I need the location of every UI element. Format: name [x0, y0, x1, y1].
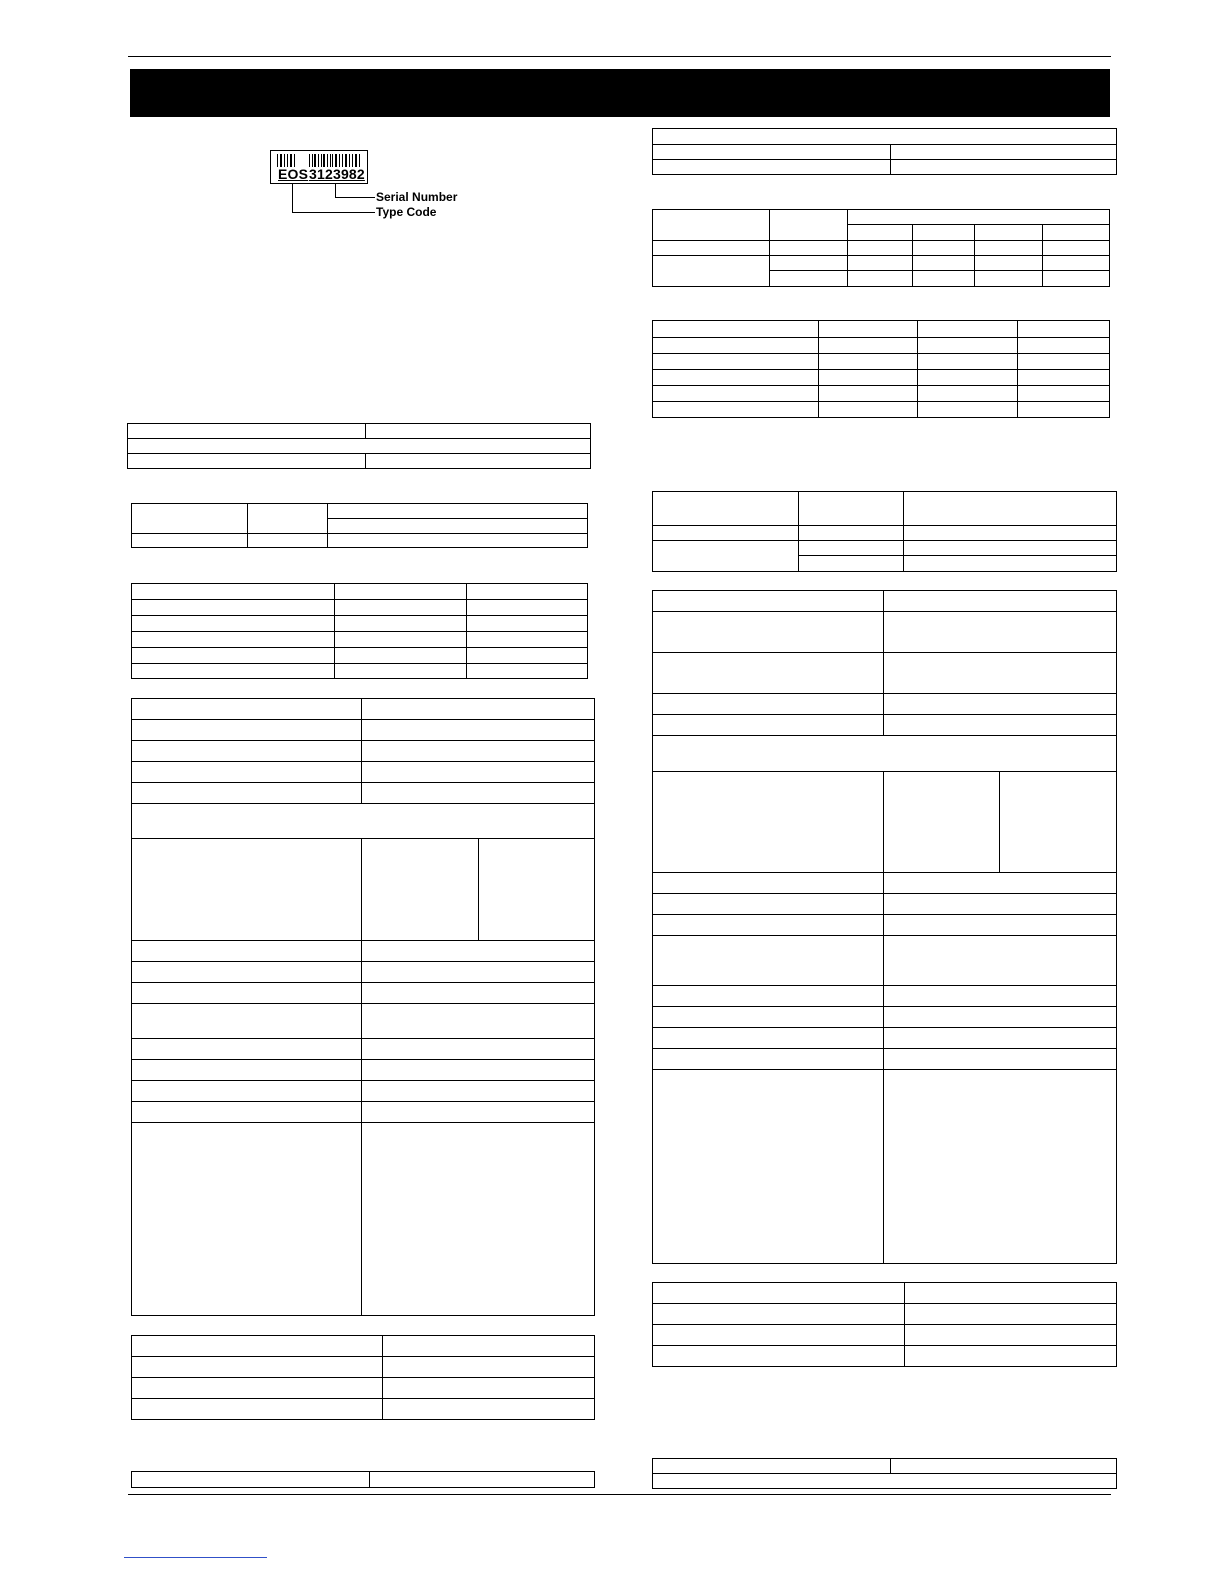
table-cell: [335, 632, 467, 648]
table-cell: [884, 894, 1117, 915]
table-cell: [884, 986, 1117, 1007]
table-cell: [904, 556, 1117, 572]
table-cell: [132, 783, 362, 804]
table-cell: [362, 783, 595, 804]
table-cell: [653, 321, 819, 338]
bottom-rule: [128, 1494, 1111, 1495]
table-cell: [653, 1070, 884, 1264]
table-cell: [132, 762, 362, 783]
table-cell: [132, 1060, 362, 1081]
table-cell: [132, 983, 362, 1004]
table-cell: [884, 612, 1117, 653]
table-cell: [383, 1378, 595, 1399]
table-cell: [132, 1081, 362, 1102]
table-cell: [884, 915, 1117, 936]
table-cell: [884, 715, 1117, 736]
table-cell: [653, 591, 884, 612]
table-cell: [884, 873, 1117, 894]
table-cell: [1000, 772, 1117, 873]
table-cell: [653, 736, 1117, 772]
table-cell: [905, 1325, 1117, 1346]
serial-number-text: 3123982: [309, 166, 365, 182]
table-cell: [1018, 338, 1110, 354]
table-cell: [132, 1102, 362, 1123]
table-cell: [362, 762, 595, 783]
table-r7: [652, 1458, 1117, 1489]
table-cell: [128, 454, 366, 469]
table-r1: [652, 128, 1117, 175]
table-cell: [653, 241, 770, 256]
table-cell: [884, 1049, 1117, 1070]
table-cell: [362, 1081, 595, 1102]
table-cell: [975, 225, 1043, 241]
table-cell: [653, 772, 884, 873]
table-cell: [918, 354, 1018, 370]
table-cell: [132, 699, 362, 720]
table-cell: [362, 699, 595, 720]
table-r4: [652, 491, 1117, 572]
table-cell: [799, 556, 904, 572]
table-cell: [819, 338, 918, 354]
table-cell: [366, 424, 591, 439]
table-cell: [467, 648, 588, 664]
table-cell: [904, 492, 1117, 526]
table-cell: [328, 534, 588, 548]
table-cell: [467, 616, 588, 632]
table-cell: [366, 454, 591, 469]
table-cell: [132, 804, 595, 839]
table-cell: [653, 386, 819, 402]
table-cell: [819, 354, 918, 370]
table-cell: [653, 492, 799, 526]
table-cell: [467, 664, 588, 679]
table-cell: [362, 839, 479, 941]
table-cell: [335, 584, 467, 600]
table-cell: [975, 241, 1043, 256]
table-cell: [132, 839, 362, 941]
table-r5: [652, 590, 1117, 1264]
table-cell: [132, 962, 362, 983]
table-cell: [362, 1060, 595, 1081]
table-cell: [653, 402, 819, 418]
table-cell: [362, 1123, 595, 1316]
table-cell: [1018, 354, 1110, 370]
table-cell: [884, 653, 1117, 694]
table-cell: [467, 632, 588, 648]
table-cell: [918, 338, 1018, 354]
table-cell: [132, 584, 335, 600]
table-cell: [132, 616, 335, 632]
table-cell: [653, 129, 1117, 145]
table-cell: [128, 439, 591, 454]
table-l6: [131, 1471, 595, 1488]
table-cell: [1043, 256, 1110, 271]
table-cell: [362, 1004, 595, 1039]
table-l4: [131, 698, 595, 1316]
table-cell: [653, 526, 799, 541]
table-cell: [904, 541, 1117, 556]
footer-link-underline[interactable]: [124, 1557, 267, 1558]
table-cell: [918, 370, 1018, 386]
table-cell: [918, 386, 1018, 402]
table-cell: [975, 271, 1043, 287]
table-cell: [132, 534, 248, 548]
table-cell: [1018, 370, 1110, 386]
table-cell: [884, 1028, 1117, 1049]
serial-callout-horizontal: [335, 197, 375, 198]
table-cell: [653, 694, 884, 715]
table-cell: [335, 664, 467, 679]
type-code-text: EOS: [278, 166, 309, 182]
table-cell: [653, 1007, 884, 1028]
table-cell: [653, 1028, 884, 1049]
table-cell: [799, 541, 904, 556]
table-l5: [131, 1335, 595, 1420]
table-r6: [652, 1282, 1117, 1367]
table-cell: [918, 402, 1018, 418]
table-cell: [362, 1039, 595, 1060]
barcode-label: [270, 150, 368, 184]
table-cell: [770, 210, 848, 241]
table-cell: [913, 241, 975, 256]
table-cell: [975, 256, 1043, 271]
table-cell: [848, 256, 913, 271]
table-cell: [905, 1346, 1117, 1367]
table-cell: [362, 962, 595, 983]
type-callout-horizontal: [292, 212, 375, 213]
table-cell: [891, 1459, 1117, 1474]
table-cell: [653, 145, 891, 160]
table-cell: [383, 1336, 595, 1357]
table-cell: [1018, 402, 1110, 418]
table-cell: [132, 1357, 383, 1378]
table-l1: [127, 423, 591, 469]
top-rule: [128, 56, 1111, 57]
table-cell: [770, 241, 848, 256]
table-cell: [383, 1357, 595, 1378]
table-cell: [335, 600, 467, 616]
table-cell: [770, 256, 848, 271]
table-cell: [653, 653, 884, 694]
table-cell: [913, 225, 975, 241]
table-cell: [479, 839, 595, 941]
table-cell: [913, 271, 975, 287]
table-cell: [132, 1399, 383, 1420]
table-cell: [819, 386, 918, 402]
table-cell: [1043, 241, 1110, 256]
table-cell: [653, 1304, 905, 1325]
table-cell: [653, 370, 819, 386]
table-cell: [653, 160, 891, 175]
table-cell: [884, 772, 1000, 873]
table-cell: [653, 338, 819, 354]
table-cell: [335, 616, 467, 632]
table-cell: [905, 1304, 1117, 1325]
table-cell: [362, 941, 595, 962]
table-cell: [884, 1070, 1117, 1264]
table-cell: [132, 1378, 383, 1399]
table-cell: [248, 534, 328, 548]
table-cell: [132, 1123, 362, 1316]
table-cell: [128, 424, 366, 439]
table-cell: [653, 715, 884, 736]
table-cell: [799, 492, 904, 526]
serial-callout-vertical: [335, 183, 336, 197]
table-cell: [653, 1346, 905, 1367]
table-cell: [799, 526, 904, 541]
table-cell: [653, 541, 799, 572]
table-cell: [132, 1039, 362, 1060]
table-cell: [383, 1399, 595, 1420]
table-cell: [848, 241, 913, 256]
table-cell: [370, 1472, 595, 1488]
table-cell: [328, 504, 588, 519]
table-cell: [362, 1102, 595, 1123]
table-cell: [884, 694, 1117, 715]
table-cell: [1018, 321, 1110, 338]
table-r3: [652, 320, 1110, 418]
table-cell: [653, 873, 884, 894]
table-cell: [819, 321, 918, 338]
table-r2: [652, 209, 1110, 287]
table-cell: [918, 321, 1018, 338]
table-cell: [335, 648, 467, 664]
table-cell: [653, 1049, 884, 1070]
table-cell: [1043, 271, 1110, 287]
table-cell: [653, 256, 770, 287]
table-cell: [328, 519, 588, 534]
table-cell: [1018, 386, 1110, 402]
table-cell: [653, 894, 884, 915]
table-l2: [131, 503, 588, 548]
table-cell: [884, 936, 1117, 986]
type-code-caption: Type Code: [376, 205, 437, 219]
table-cell: [770, 271, 848, 287]
table-cell: [819, 402, 918, 418]
table-cell: [132, 1472, 370, 1488]
table-cell: [362, 741, 595, 762]
table-cell: [653, 1283, 905, 1304]
table-cell: [653, 1325, 905, 1346]
table-cell: [653, 354, 819, 370]
table-cell: [467, 600, 588, 616]
table-cell: [132, 741, 362, 762]
table-cell: [132, 1004, 362, 1039]
table-cell: [653, 986, 884, 1007]
table-cell: [848, 225, 913, 241]
type-callout-vertical: [292, 183, 293, 212]
table-cell: [132, 1336, 383, 1357]
table-cell: [248, 504, 328, 534]
table-cell: [132, 648, 335, 664]
table-cell: [913, 256, 975, 271]
table-l3: [131, 583, 588, 679]
table-cell: [1043, 225, 1110, 241]
table-cell: [653, 1474, 1117, 1489]
serial-number-caption: Serial Number: [376, 190, 458, 204]
table-cell: [132, 664, 335, 679]
table-cell: [653, 210, 770, 241]
table-cell: [904, 526, 1117, 541]
table-cell: [362, 983, 595, 1004]
table-cell: [848, 271, 913, 287]
table-cell: [819, 370, 918, 386]
table-cell: [132, 941, 362, 962]
header-bar: [130, 69, 1110, 117]
table-cell: [132, 720, 362, 741]
table-cell: [132, 504, 248, 534]
table-cell: [884, 1007, 1117, 1028]
table-cell: [467, 584, 588, 600]
table-cell: [653, 936, 884, 986]
table-cell: [653, 612, 884, 653]
table-cell: [891, 160, 1117, 175]
table-cell: [653, 1459, 891, 1474]
table-cell: [362, 720, 595, 741]
table-cell: [891, 145, 1117, 160]
table-cell: [132, 632, 335, 648]
table-cell: [884, 591, 1117, 612]
table-cell: [653, 915, 884, 936]
table-cell: [848, 210, 1110, 225]
table-cell: [132, 600, 335, 616]
table-cell: [905, 1283, 1117, 1304]
